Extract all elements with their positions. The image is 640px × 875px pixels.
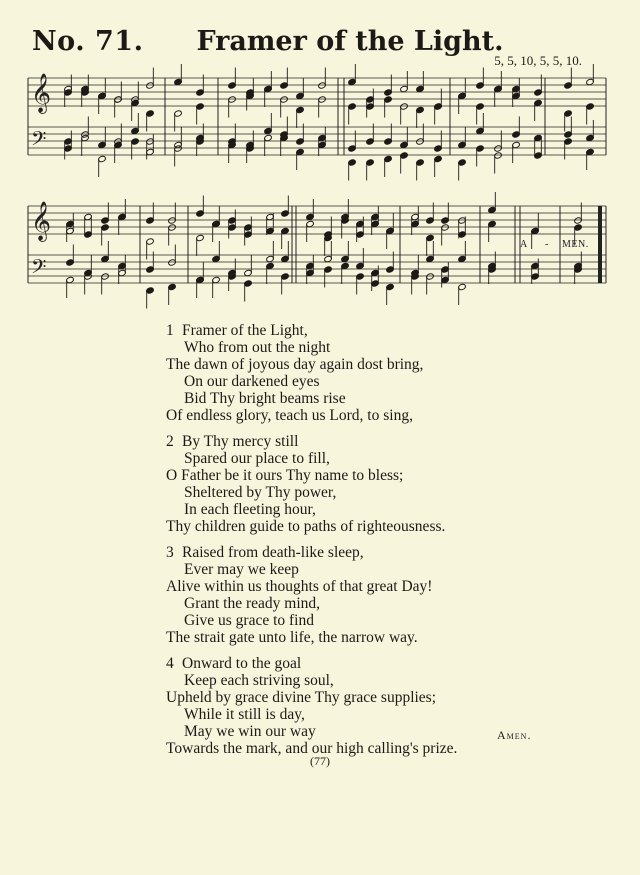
staff xyxy=(28,206,606,234)
treble-clef: 𝄞 xyxy=(31,73,52,113)
treble-clef: 𝄞 xyxy=(31,201,52,241)
verse-line: Who from out the night xyxy=(184,339,331,356)
amen-label-dash: - xyxy=(545,239,549,250)
verse-number: 1 xyxy=(166,322,174,339)
verse-line: Sheltered by Thy power, xyxy=(184,484,337,501)
verse-line: May we win our way xyxy=(184,723,316,740)
verse-number: 3 xyxy=(166,544,174,561)
verse-line: In each fleeting hour, xyxy=(184,501,316,518)
verse-line: Towards the mark, and our high calling's prize. xyxy=(166,740,458,757)
closing-amen: Amen. xyxy=(497,728,532,742)
stanza xyxy=(166,322,586,424)
verse-line: Onward to the goal xyxy=(182,655,302,672)
verse-line: Framer of the Light, xyxy=(182,322,308,339)
music-score xyxy=(0,60,640,320)
verse-number: 4 xyxy=(166,655,174,672)
verse-line: The strait gate unto life, the narrow way. xyxy=(166,629,418,646)
verse-line: Give us grace to find xyxy=(184,612,314,629)
verse-line: Of endless glory, teach us Lord, to sing, xyxy=(166,407,413,424)
bass-clef: 𝄢 xyxy=(31,127,47,155)
verses xyxy=(166,322,586,766)
meter-label: 5, 5, 10, 5, 5, 10. xyxy=(494,53,582,68)
verse-line: Alive within us thoughts of that great Day! xyxy=(166,578,433,595)
verse-line: Thy children guide to paths of righteousness. xyxy=(166,518,446,535)
verse-line: Keep each striving soul, xyxy=(184,672,334,689)
verse-line: O Father be it ours Thy name to bless; xyxy=(166,467,404,484)
bass-clef: 𝄢 xyxy=(31,255,47,283)
verse-line: Spared our place to fill, xyxy=(184,450,330,467)
hymn-number: No. 71. xyxy=(32,26,144,57)
verse-number: 2 xyxy=(166,433,174,450)
verse-line: Ever may we keep xyxy=(184,561,299,578)
amen-label-a: A xyxy=(520,239,528,250)
verse-line: Grant the ready mind, xyxy=(184,595,321,612)
verse-line: Upheld by grace divine Thy grace supplies; xyxy=(166,689,437,706)
page-number: (77) xyxy=(310,754,330,768)
stanza xyxy=(166,544,586,646)
amen-label-men: MEN. xyxy=(562,239,589,250)
verse-line: Raised from death-like sleep, xyxy=(182,544,364,561)
verse-line: By Thy mercy still xyxy=(182,433,299,450)
verse-line: The dawn of joyous day again dost bring, xyxy=(166,356,424,373)
stanza xyxy=(166,433,586,535)
verse-line: Bid Thy bright beams rise xyxy=(184,390,346,407)
verse-line: On our darkened eyes xyxy=(184,373,320,390)
staff xyxy=(28,255,606,283)
hymn-title: Framer of the Light. xyxy=(196,26,504,57)
verse-line: While it still is day, xyxy=(184,706,305,723)
